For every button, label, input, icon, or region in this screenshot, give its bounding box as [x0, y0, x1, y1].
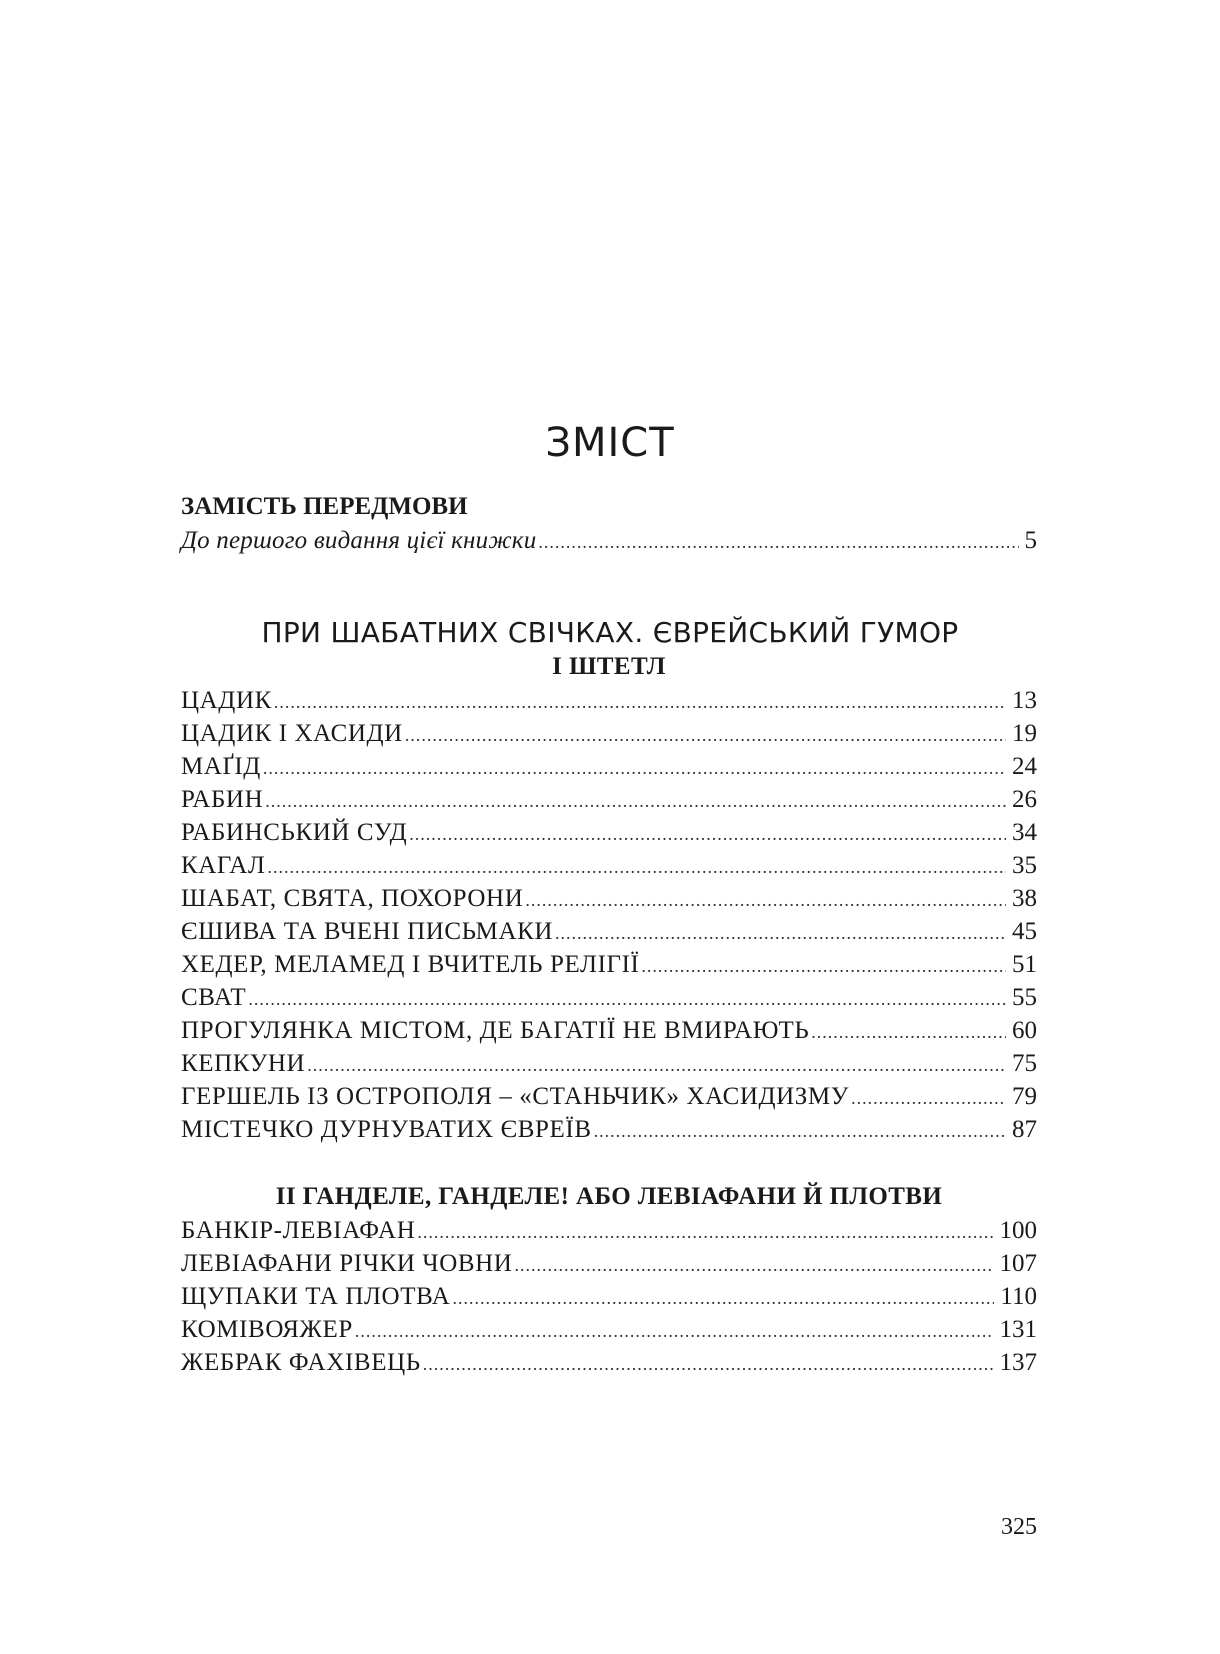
toc-entry-title: ПРОГУЛЯНКА МІСТОМ, ДЕ БАГАТІЇ НЕ ВМИРАЮТЬ — [181, 1017, 810, 1044]
dot-leader — [409, 818, 1006, 851]
toc-entry[interactable] — [181, 1346, 1037, 1379]
toc-entry[interactable] — [181, 981, 1037, 1014]
toc-entry[interactable] — [181, 1047, 1037, 1080]
toc-entry[interactable] — [181, 717, 1037, 750]
part-1-section — [181, 650, 1037, 1146]
part-2-entries — [181, 1214, 1037, 1379]
toc-entry-title: МІСТЕЧКО ДУРНУВАТИХ ЄВРЕЇВ — [181, 1116, 592, 1143]
page-title: ЗМІСТ — [545, 420, 675, 466]
toc-entry-title: МАҐІД — [181, 753, 261, 780]
dot-leader — [641, 950, 1006, 983]
toc-entry-page: 5 — [1024, 527, 1037, 554]
toc-entry-page: 34 — [1012, 819, 1037, 846]
toc-entry-page: 35 — [1012, 852, 1037, 879]
toc-entry-page: 75 — [1012, 1050, 1037, 1077]
preface-heading: ЗАМІСТЬ ПЕРЕДМОВИ — [181, 493, 468, 520]
book-title: ПРИ ШАБАТНИХ СВІЧКАХ. ЄВРЕЙСЬКИЙ ГУМОР — [261, 616, 959, 649]
dot-leader — [274, 686, 1006, 719]
toc-entry[interactable] — [181, 816, 1037, 849]
toc-entry-page: 100 — [999, 1217, 1037, 1244]
toc-entry[interactable] — [181, 1214, 1037, 1247]
dot-leader — [417, 1216, 993, 1249]
toc-entry-page: 51 — [1012, 951, 1037, 978]
toc-entry[interactable] — [181, 1280, 1037, 1313]
toc-entry-title: БАНКІР-ЛЕВІАФАН — [181, 1217, 416, 1244]
dot-leader — [555, 917, 1006, 950]
dot-leader — [307, 1049, 1006, 1082]
toc-entry-page: 55 — [1012, 984, 1037, 1011]
part-heading: І ШТЕТЛ — [552, 653, 666, 680]
dot-leader — [267, 851, 1006, 884]
toc-entry-page: 79 — [1012, 1083, 1037, 1110]
part-1-entries — [181, 684, 1037, 1146]
toc-entry[interactable] — [181, 948, 1037, 981]
toc-entry-title: РАБИНСЬКИЙ СУД — [181, 819, 408, 846]
dot-leader — [811, 1016, 1006, 1049]
dot-leader — [248, 983, 1006, 1016]
toc-entry-page: 110 — [1000, 1283, 1037, 1310]
toc-entry-page: 26 — [1012, 786, 1037, 813]
preface-section — [181, 490, 1037, 557]
toc-entry[interactable] — [181, 783, 1037, 816]
toc-entry[interactable] — [181, 1313, 1037, 1346]
toc-entry-page: 13 — [1012, 687, 1037, 714]
toc-entry-title: ЛЕВІАФАНИ РІЧКИ ЧОВНИ — [181, 1250, 513, 1277]
toc-entry-title: ЦАДИК — [181, 687, 272, 714]
dot-leader — [265, 785, 1006, 818]
toc-entry-title: КОМІВОЯЖЕР — [181, 1316, 353, 1343]
page-number: 325 — [1001, 1514, 1037, 1540]
toc-entry-title: ЄШИВА ТА ВЧЕНІ ПИСЬМАКИ — [181, 918, 554, 945]
toc-entry-page: 137 — [999, 1349, 1037, 1376]
toc-entry-page: 19 — [1012, 720, 1037, 747]
toc-entry-page: 131 — [999, 1316, 1037, 1343]
toc-entry-title: РАБИН — [181, 786, 264, 813]
toc-entry-title: ЖЕБРАК ФАХІВЕЦЬ — [181, 1349, 421, 1376]
toc-entry[interactable] — [181, 750, 1037, 783]
toc-entry-title: КАГАЛ — [181, 852, 266, 879]
toc-entry-page: 107 — [999, 1250, 1037, 1277]
toc-entry-page: 45 — [1012, 918, 1037, 945]
toc-entry[interactable] — [181, 524, 1037, 557]
toc-entry-page: 60 — [1012, 1017, 1037, 1044]
dot-leader — [594, 1115, 1006, 1148]
part-2-section — [181, 1180, 1037, 1379]
toc-entry[interactable] — [181, 1247, 1037, 1280]
toc-entry-title: ЦАДИК І ХАСИДИ — [181, 720, 403, 747]
toc-entry-title: ХЕДЕР, МЕЛАМЕД І ВЧИТЕЛЬ РЕЛІГІЇ — [181, 951, 640, 978]
dot-leader — [263, 752, 1006, 785]
dot-leader — [405, 719, 1006, 752]
dot-leader — [538, 526, 1018, 559]
toc-entry[interactable] — [181, 915, 1037, 948]
dot-leader — [525, 884, 1006, 917]
toc-entry[interactable] — [181, 1080, 1037, 1113]
toc-entry[interactable] — [181, 849, 1037, 882]
toc-entry[interactable] — [181, 1113, 1037, 1146]
toc-entry-page: 87 — [1012, 1116, 1037, 1143]
toc-entry-title: ЩУПАКИ ТА ПЛОТВА — [181, 1283, 451, 1310]
toc-entry-title: До першого видання цієї книжки — [181, 527, 537, 554]
part-heading: ІІ ГАНДЕЛЕ, ГАНДЕЛЕ! АБО ЛЕВІАФАНИ Й ПЛОТВИ — [275, 1183, 943, 1210]
toc-entry-title: КЕПКУНИ — [181, 1050, 306, 1077]
dot-leader — [452, 1282, 994, 1315]
toc-entry[interactable] — [181, 882, 1037, 915]
toc-entry-title: ШАБАТ, СВЯТА, ПОХОРОНИ — [181, 885, 524, 912]
dot-leader — [423, 1348, 994, 1381]
toc-entry-page: 24 — [1012, 753, 1037, 780]
toc-entry-title: ГЕРШЕЛЬ ІЗ ОСТРОПОЛЯ – «СТАНЬЧИК» ХАСИДИЗМУ — [181, 1083, 850, 1110]
toc-entry-page: 38 — [1012, 885, 1037, 912]
toc-entry[interactable] — [181, 1014, 1037, 1047]
dot-leader — [355, 1315, 994, 1348]
toc-entry-title: СВАТ — [181, 984, 247, 1011]
toc-entry[interactable] — [181, 684, 1037, 717]
dot-leader — [851, 1082, 1006, 1115]
dot-leader — [514, 1249, 993, 1282]
